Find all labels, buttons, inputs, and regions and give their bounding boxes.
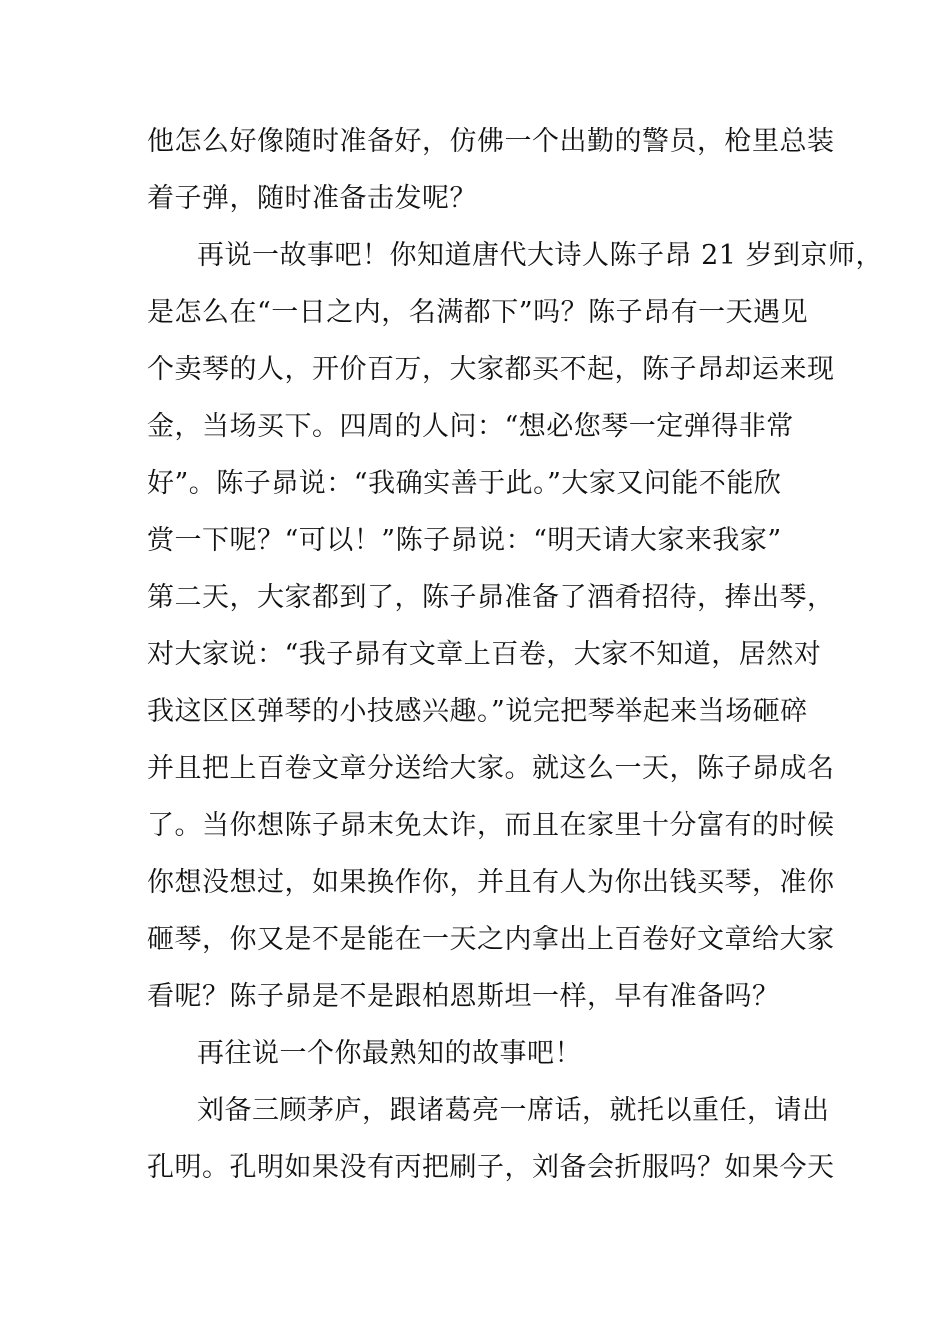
text-line: 着子弹，随时准备击发呢？ xyxy=(147,183,477,214)
text-line: 个卖琴的人，开价百万，大家都买不起，陈子昂却运来现 xyxy=(147,354,835,385)
text-line: 砸琴，你又是不是能在一天之内拿出上百卷好文章给大家 xyxy=(147,924,835,955)
text-line: 我这区区弹琴的小技感兴趣。”说完把琴举起来当场砸碎 xyxy=(147,696,808,727)
text-line: 第二天，大家都到了，陈子昴准备了酒肴招待，捧出琴， xyxy=(147,582,835,613)
text-line: 你想没想过，如果换作你，并且有人为你出钱买琴，准你 xyxy=(147,867,835,898)
paragraph-start-line: 再往说一个你最熟知的故事吧！ xyxy=(197,1038,582,1069)
paragraph-start-line: 刘备三顾茅庐，跟诸葛亮一席话，就托以重任，请出 xyxy=(197,1095,830,1126)
text-line: 看呢？陈子昴是不是跟柏恩斯坦一样，早有准备吗？ xyxy=(147,981,780,1012)
text-line: 了。当你想陈子昴末免太诈，而且在家里十分富有的时候 xyxy=(147,810,835,841)
paragraph-start-line: 再说一故事吧！你知道唐代大诗人陈子昂 21 岁到京师， xyxy=(197,240,884,271)
text-line: 好”。陈子昴说：“我确实善于此。”大家又问能不能欣 xyxy=(147,468,782,499)
text-line: 赏一下呢？“可以！”陈子昴说：“明天请大家来我家” xyxy=(147,525,782,556)
text-line: 金，当场买下。四周的人问：“想必您琴一定弹得非常 xyxy=(147,411,794,442)
text-line: 孔明。孔明如果没有丙把刷子，刘备会折服吗？如果今天 xyxy=(147,1152,835,1183)
text-line: 并且把上百卷文章分送给大家。就这么一天，陈子昴成名 xyxy=(147,753,835,784)
body-text xyxy=(147,118,884,1201)
text-line: 是怎么在“一日之内，名满都下”吗？陈子昂有一天遇见 xyxy=(147,297,809,328)
text-line: 他怎么好像随时准备好，仿佛一个出勤的警员，枪里总装 xyxy=(147,126,835,157)
text-line: 对大家说：“我子昴有文章上百卷，大家不知道，居然对 xyxy=(147,639,822,670)
